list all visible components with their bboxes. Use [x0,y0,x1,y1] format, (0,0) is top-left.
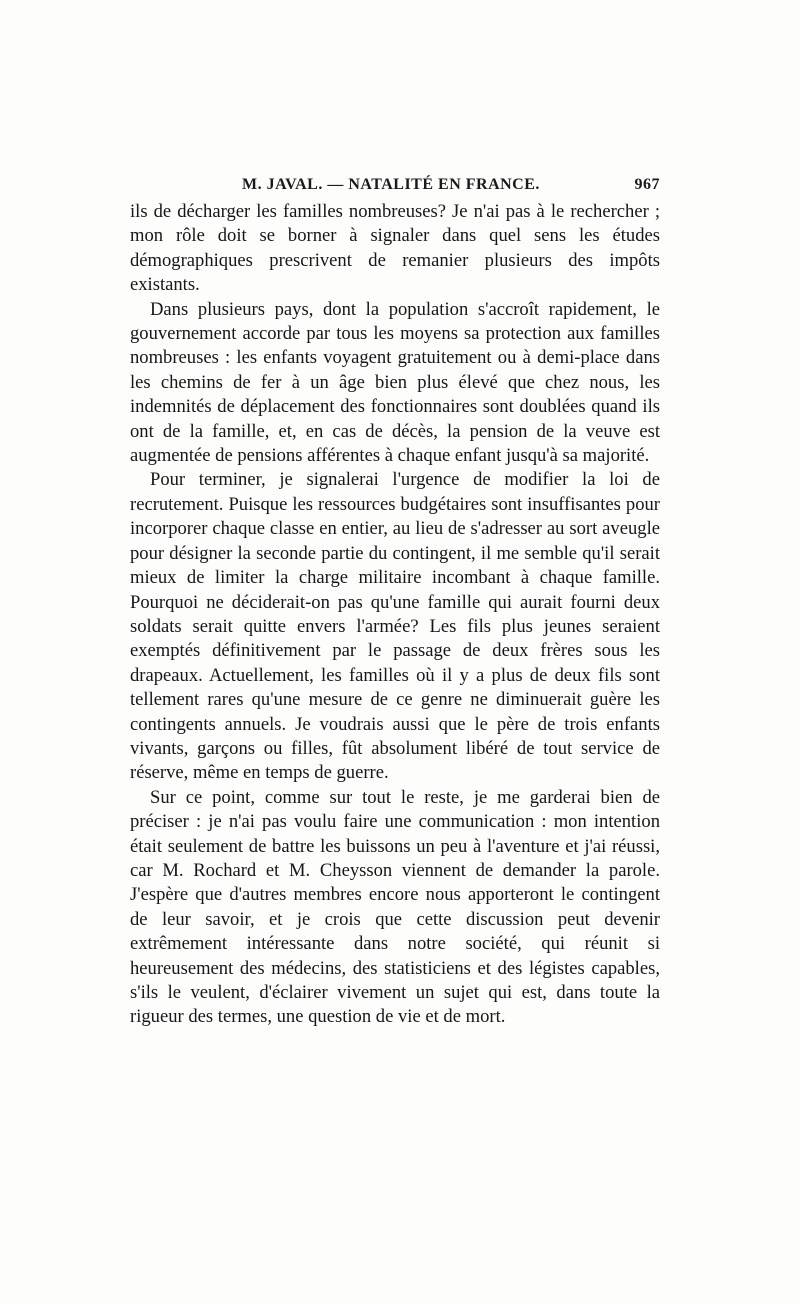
running-title: M. JAVAL. — NATALITÉ EN FRANCE. [242,176,540,193]
page-number: 967 [634,176,660,193]
paragraph-continued: ils de décharger les familles nombreuses? Je n'ai pas à le rechercher ; mon rôle doit se borner à signaler dans quel sens les études démographiques prescrivent de remanier plusieurs des impôts existants. [130,201,660,296]
running-head [130,176,660,198]
body-text [130,200,660,1030]
paragraph: Pour terminer, je signalerai l'urgence de modifier la loi de recrutement. Puisque les ressources budgétaires sont insuffisantes pour incorporer chaque classe en entier, au lieu de s'adresser au sort aveugle pour désigner la seconde partie du contingent, il me semble qu'il serait mieux de limiter la charge militaire incombant à chaque famille. Pourquoi ne déciderait-on pas qu'une famille qui aurait fourni deux soldats serait quitte envers l'armée? Les fils plus jeunes seraient exemptés définitivement par le passage de deux frères sous les drapeaux. Actuellement, les familles où il y a plus de deux fils sont tellement rares qu'une mesure de ce genre ne diminuerait guère les contingents annuels. Je voudrais aussi que le père de trois enfants vivants, garçons ou filles, fût absolument libéré de tout service de réserve, même en temps de guerre. [130,469,660,784]
paragraph: Dans plusieurs pays, dont la population s'accroît rapidement, le gouvernement accorde par tous les moyens sa protection aux familles nombreuses : les enfants voyagent gratuitement ou à demi-place dans les chemins de fer à un âge bien plus élevé que chez nous, les indemnités de déplacement des fonctionnaires sont doublées quand ils ont de la famille, et, en cas de décès, la pension de la veuve est augmentée de pensions afférentes à chaque enfant jusqu'à sa majorité. [130,298,660,467]
paragraph: Sur ce point, comme sur tout le reste, je me garderai bien de préciser : je n'ai pas voulu faire une communication : mon intention était seulement de battre les buissons un peu à l'aventure et j'ai réussi, car M. Rochard et M. Cheysson viennent de demander la parole. J'espère que d'autres membres encore nous apporteront le contingent de leur savoir, et je crois que cette discussion peut devenir extrêmement intéressante dans notre société, qui réunit si heureusement des médecins, des statisticiens et des légistes capables, s'ils le veulent, d'éclairer vivement un sujet qui est, dans toute la rigueur des termes, une question de vie et de mort. [130,786,660,1028]
